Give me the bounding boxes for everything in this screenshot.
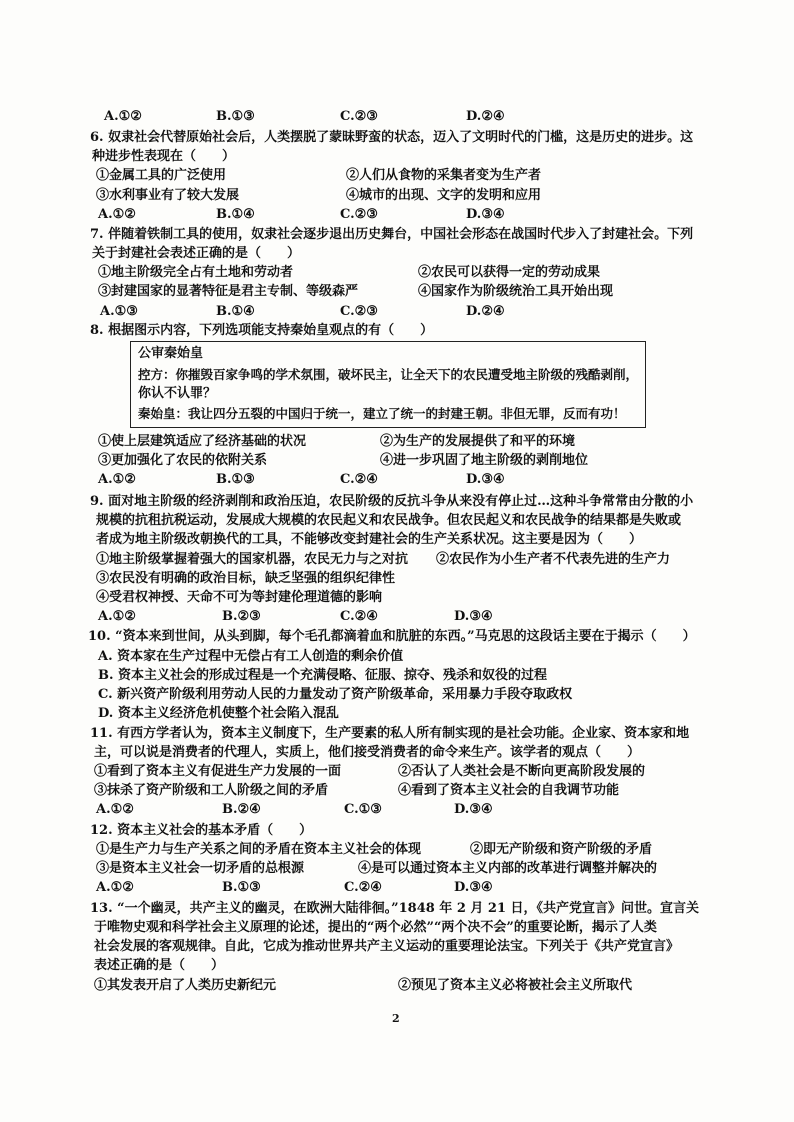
q10-option-d: D. 资本主义经济危机使整个社会陷入混乱 [98,706,339,721]
q9-stem-line3: 者成为地主阶级改朝换代的工具，不能够改变封建社会的生产关系状况。这主要是因为（ ） [96,532,643,547]
q8-box-qin-reply: 秦始皇：我让四分五裂的中国归于统一，建立了统一的封建王朝。非但无罪，反而有功！ [138,406,626,421]
q11-stem-line2: 主，可以说是消费者的代理人，实质上，他们接受消费者的命令来生产。该学者的观点（ ） [94,745,641,760]
q7-stem-line1: 7. 伴随着铁制工具的使用，奴隶社会逐步退出历史舞台，中国社会形态在战国时代步入了封建社会。下列 [90,227,694,242]
q11-option-d: D.③④ [454,802,493,817]
q7-statement-4: ④国家作为阶级统治工具开始出现 [418,284,614,299]
q7-stem-line2: 关于封建社会表述正确的是（ ） [92,246,301,261]
q11-option-a: A.①② [96,802,134,817]
q10-stem: 10. “资本来到世间，从头到脚，每个毛孔都滴着血和肮脏的东西。”马克思的这段话主要在于揭示（ ） [88,629,696,644]
q12-statement-4: ④是可以通过资本主义内部的改革进行调整并解决的 [358,861,658,876]
q5-option-d: D.②④ [466,109,505,124]
q9-option-d: D.③④ [454,609,493,624]
q5-option-a: A.①② [104,109,142,124]
q8-option-c: C.②④ [340,472,378,487]
q10-option-b: B. 资本主义社会的形成过程是一个充满侵略、征服、掠夺、残杀和奴役的过程 [98,668,548,683]
q8-option-a: A.①② [98,472,136,487]
q5-option-c: C.②③ [340,109,378,124]
q9-stem-line1: 9. 面对地主阶级的经济剥削和政治压迫，农民阶级的反抗斗争从来没有停止过…这种斗争常常由分散的小 [90,494,694,509]
q12-statement-2: ②即无产阶级和资产阶级的矛盾 [470,842,653,857]
q11-statement-3: ③抹杀了资产阶级和工人阶级之间的矛盾 [94,783,329,798]
q10-option-c: C. 新兴资产阶级利用劳动人民的力量发动了资产阶级革命，采用暴力手段夺取政权 [98,687,573,702]
q13-stem-line1: 13. “一个幽灵，共产主义的幽灵，在欧洲大陆徘徊。”1848 年 2 月 21 日，《共产党宣言》问世。宣言关 [90,901,700,916]
q12-statement-1: ①是生产力与生产关系之间的矛盾在资本主义社会的体现 [96,842,422,857]
q8-option-b: B.①③ [216,472,255,487]
q6-statement-1: ①金属工具的广泛使用 [96,168,227,183]
q12-option-a: A.①② [96,880,134,895]
q11-statement-4: ④看到了资本主义社会的自我调节功能 [398,783,620,798]
q8-option-d: D.③④ [466,472,505,487]
q9-stem-line2: 规模的抗租抗税运动，发展成大规模的农民起义和农民战争。但农民起义和农民战争的结果都是失败或 [96,513,682,528]
q7-option-c: C.②③ [340,304,378,319]
q7-option-b: B.①④ [216,304,255,319]
q9-option-b: B.②③ [222,609,261,624]
q13-stem-line3: 社会发展的客观规律。自此，它成为推动世界共产主义运动的重要理论法宝。下列关于《共产党宣言》 [94,939,680,954]
q8-statement-4: ④进一步巩固了地主阶级的剥削地位 [380,453,589,468]
q9-statement-4: ④受君权神授、天命不可为等封建伦理道德的影响 [96,590,383,605]
q7-statement-3: ③封建国家的显著特征是君主专制、等级森严 [98,284,359,299]
q9-option-c: C.②④ [340,609,378,624]
q9-statement-1: ①地主阶级掌握着强大的国家机器，农民无力与之对抗 [96,552,409,567]
q10-option-a: A. 资本家在生产过程中无偿占有工人创造的剩余价值 [98,649,404,664]
q6-statement-3: ③水利事业有了较大发展 [96,188,240,203]
q13-stem-line2: 于唯物史观和科学社会主义原理的论述，提出的“两个必然”“两个决不会”的重要论断，揭示了人类 [94,920,657,935]
q6-option-c: C.②③ [340,207,378,222]
q8-box-prosecution-line2: 你认不认罪？ [138,386,217,401]
q9-statement-3: ③农民没有明确的政治目标，缺乏坚强的组织纪律性 [96,571,396,586]
q11-statement-2: ②否认了人类社会是不断向更高阶段发展的 [398,764,646,779]
q6-option-b: B.①④ [216,207,255,222]
q8-statement-3: ③更加强化了农民的依附关系 [98,453,268,468]
q6-option-a: A.①② [98,207,136,222]
q13-stem-line4: 表述正确的是（ ） [94,958,225,973]
q9-option-a: A.①② [98,609,136,624]
q12-option-b: B.①③ [222,880,261,895]
q12-statement-3: ③是资本主义社会一切矛盾的总根源 [96,861,305,876]
q12-stem: 12. 资本主义社会的基本矛盾（ ） [90,823,313,838]
q8-statement-2: ②为生产的发展提供了和平的环境 [380,434,576,449]
q8-box-prosecution-line1: 控方：你摧毁百家争鸣的学术氛围，破坏民主，让全天下的农民遭受地主阶级的残酷剥削， [138,367,639,382]
q7-statement-2: ②农民可以获得一定的劳动成果 [418,265,601,280]
q7-statement-1: ①地主阶级完全占有土地和劳动者 [98,265,294,280]
q5-option-b: B.①③ [216,109,255,124]
q9-statement-2: ②农民作为小生产者不代表先进的生产力 [436,552,671,567]
q6-stem-line1: 6. 奴隶社会代替原始社会后，人类摆脱了蒙昧野蛮的状态，迈入了文明时代的门槛，这是历史的进步。这 [90,130,694,145]
q8-statement-1: ①使上层建筑适应了经济基础的状况 [98,434,307,449]
q12-option-d: D.③④ [454,880,493,895]
q13-statement-2: ②预见了资本主义必将被社会主义所取代 [398,978,633,993]
page-number: 2 [392,1012,400,1025]
q6-option-d: D.③④ [466,207,505,222]
q11-stem-line1: 11. 有西方学者认为，资本主义制度下，生产要素的私人所有制实现的是社会功能。企业家、资本家和地 [90,726,690,741]
q7-option-d: D.②④ [466,304,505,319]
q11-option-c: C.①③ [344,802,382,817]
q13-statement-1: ①其发表开启了人类历史新纪元 [94,978,277,993]
q8-box-title: 公审秦始皇 [138,346,204,361]
q6-statement-2: ②人们从食物的采集者变为生产者 [346,168,542,183]
q11-option-b: B.②④ [222,802,261,817]
q11-statement-1: ①看到了资本主义有促进生产力发展的一面 [94,764,342,779]
q6-stem-line2: 种进步性表现在（ ） [92,149,236,164]
q6-statement-4: ④城市的出现、文字的发明和应用 [346,188,542,203]
q8-stem: 8. 根据图示内容，下列选项能支持秦始皇观点的有（ ） [90,323,434,338]
q7-option-a: A.①③ [100,304,138,319]
q12-option-c: C.②④ [344,880,382,895]
